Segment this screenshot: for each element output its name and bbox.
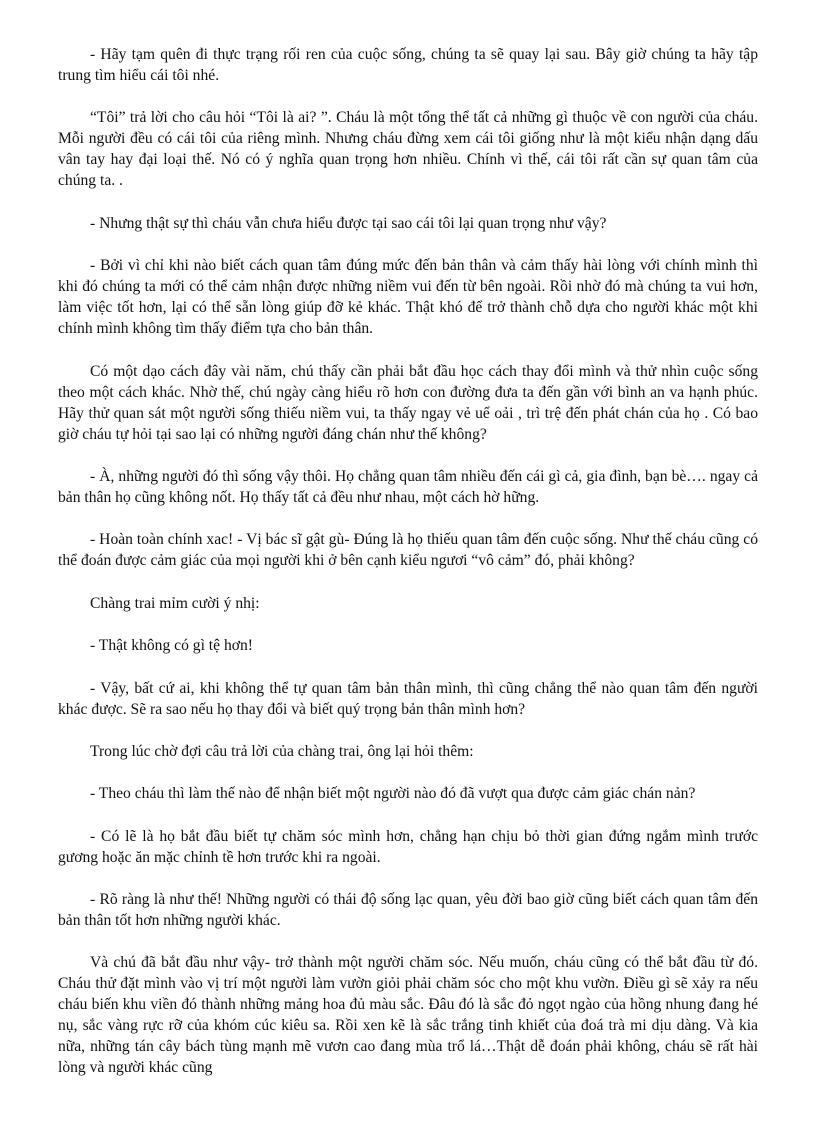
paragraph: - Rõ ràng là như thế! Những người có thái độ sống lạc quan, yêu đời bao giờ cũng biết cách quan tâm đến bản thân tốt hơn những người khác. (58, 891, 758, 930)
paragraph: - Hoàn toàn chính xac! - Vị bác sĩ gật gù- Đúng là họ thiếu quan tâm đến cuộc sống. Như thế cháu cũng có thể đoán được cảm giác của mọi người khi ở bên cạnh kiểu ngươi “vô cảm” đó, phải không? (58, 531, 758, 570)
paragraph: - Thật không có gì tệ hơn! (90, 637, 253, 655)
paragraph: - Bởi vì chỉ khi nào biết cách quan tâm đúng mức đến bản thân và cảm thấy hài lòng với chính mình thì khi đó chúng ta mới có thể cảm nhận được những niềm vui đến từ bên ngoài. Rồi nhờ đó mà chúng ta vui hơn, làm việc tốt hơn, lại có thể sẵn lòng giúp đỡ kẻ khác. Thật khó để trở thành chỗ dựa cho người khác một khi chính mình không tìm thấy điểm tựa cho bản thân. (58, 257, 758, 338)
paragraph: Có một dạo cách đây vài năm, chú thấy cần phải bắt đầu học cách thay đổi mình và thử nhìn cuộc sống theo một cách khác. Nhờ thế, chú ngày càng hiểu rõ hơn con đường đưa ta đến gần với bình an va hạnh phúc. Hãy thử quan sát một người sống thiếu niềm vui, ta thấy ngay vẻ uể oải , trì trệ đến phát chán của họ . Có bao giờ cháu tự hỏi tại sao lại có những người đáng chán như thế không? (58, 362, 758, 443)
paragraph: - Theo cháu thì làm thế nào để nhận biết một người nào đó đã vượt qua được cảm giác chán nản? (90, 785, 696, 803)
paragraph: - Vậy, bất cứ ai, khi không thể tự quan tâm bản thân mình, thì cũng chẳng thể nào quan tâm đến người khác được. Sẽ ra sao nếu họ thay đổi và biết quý trọng bản thân mình hơn? (58, 679, 758, 718)
paragraph: - Nhưng thật sự thì cháu vẫn chưa hiểu được tại sao cái tôi lại quan trọng như vậy? (90, 214, 607, 232)
paragraph: “Tôi” trả lời cho câu hỏi “Tôi là ai? ”. Cháu là một tổng thể tất cả những gì thuộc về con người của cháu. Mỗi người đều có cái tôi của riêng mình. Nhưng cháu đừng xem cái tôi giống như là một kiểu nhận dạng dấu vân tay hay đại loại thế. Nó có ý nghĩa quan trọng hơn nhiều. Chính vì thế, cái tôi rất cần sự quan tâm của chúng ta. . (58, 109, 758, 190)
paragraph: - Hãy tạm quên đi thực trạng rối ren của cuộc sống, chúng ta sẽ quay lại sau. Bây giờ chúng ta hãy tập trung tìm hiểu cái tôi nhé. (58, 46, 758, 84)
paragraph: - À, những người đó thì sống vậy thôi. Họ chẳng quan tâm nhiều đến cái gì cả, gia đình, bạn bè…. ngay cả bản thân họ cũng không nốt. Họ thấy tất cả đều như nhau, một cách hờ hững. (58, 467, 758, 506)
paragraph: - Có lẽ là họ bắt đầu biết tự chăm sóc mình hơn, chẳng hạn chịu bỏ thời gian đứng ngắm mình trước gương hoặc ăn mặc chỉnh tề hơn trước khi ra ngoài. (58, 827, 758, 866)
paragraph: Và chú đã bắt đầu như vậy- trở thành một người chăm sóc. Nếu muốn, cháu cũng có thể bắt đầu từ đó. Cháu thử đặt mình vào vị trí một người làm vườn giỏi phải chăm sóc cho một khu vườn. Điều gì sẽ xảy ra nếu cháu biến khu viền đó thành những mảng hoa đủ màu sắc. Đâu đó là sắc đỏ ngọt ngào của hồng nhung đang hé nụ, sắc vàng rực rỡ của khóm cúc kiêu sa. Rồi xen kẽ là sắc trắng tinh khiết của đoá trà mi dịu dàng. Và kia nữa, những tán cây bách tùng mạnh mẽ vươn cao đang mùa trổ lá…Thật dễ đoán phải không, cháu sẽ rất hài lòng và người khác cũng (58, 954, 758, 1077)
paragraph: Trong lúc chờ đợi câu trả lời của chàng trai, ông lại hỏi thêm: (90, 742, 474, 760)
paragraph: Chàng trai mỉm cười ý nhị: (90, 594, 260, 612)
